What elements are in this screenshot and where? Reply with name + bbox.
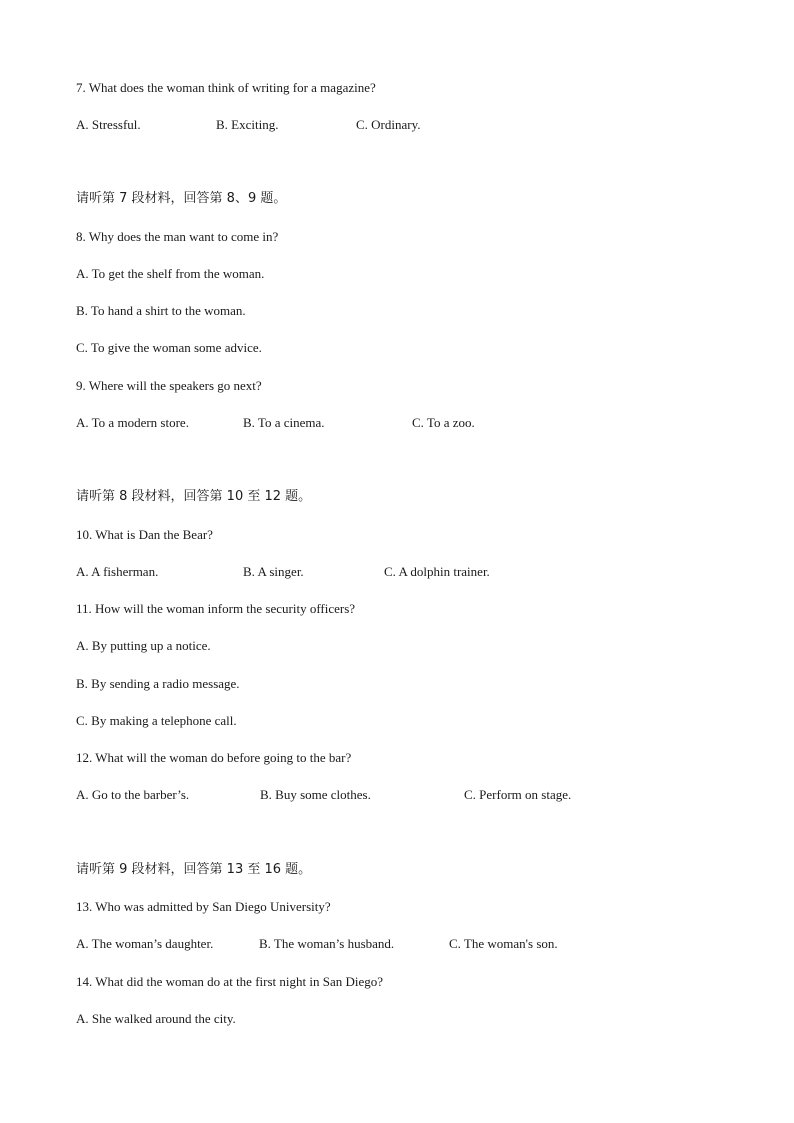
question-8-option-c: C. To give the woman some advice. [76,340,262,355]
question-13-option-b: B. The woman’s husband. [259,936,395,951]
section-8-instruction: 请听第 8 段材料，回答第 10 至 12 题。 [76,489,312,504]
question-14-stem: 14. What did the woman do at the first night in San Diego? [76,974,384,989]
question-11-option-c: C. By making a telephone call. [76,713,237,728]
question-9-stem: 9. Where will the speakers go next? [76,378,262,393]
question-12-option-b: B. Buy some clothes. [260,787,371,802]
question-10-option-c: C. A dolphin trainer. [384,564,490,579]
question-7-stem: 7. What does the woman think of writing for a magazine? [76,80,376,95]
question-8-option-b: B. To hand a shirt to the woman. [76,303,246,318]
question-11-stem: 11. How will the woman inform the security officers? [76,601,356,616]
question-14-option-a: A. She walked around the city. [76,1011,236,1026]
question-9-option-c: C. To a zoo. [412,415,475,430]
question-11-option-a: A. By putting up a notice. [76,638,211,653]
question-12-option-c: C. Perform on stage. [464,787,572,802]
question-9-option-b: B. To a cinema. [243,415,325,430]
section-7-instruction: 请听第 7 段材料，回答第 8、9 题。 [76,191,287,206]
question-7-option-a: A. Stressful. [76,117,141,132]
question-7-option-b: B. Exciting. [216,117,279,132]
question-7-option-c: C. Ordinary. [356,117,421,132]
question-11-option-b: B. By sending a radio message. [76,676,240,691]
question-13-option-c: C. The woman's son. [449,936,558,951]
question-8-stem: 8. Why does the man want to come in? [76,229,279,244]
question-10-stem: 10. What is Dan the Bear? [76,527,213,542]
section-9-instruction: 请听第 9 段材料，回答第 13 至 16 题。 [76,862,312,877]
question-13-option-a: A. The woman’s daughter. [76,936,214,951]
question-9-option-a: A. To a modern store. [76,415,189,430]
question-12-option-a: A. Go to the barber’s. [76,787,190,802]
question-12-stem: 12. What will the woman do before going to the bar? [76,750,352,765]
question-8-option-a: A. To get the shelf from the woman. [76,266,265,281]
question-13-stem: 13. Who was admitted by San Diego University? [76,899,331,914]
question-10-option-a: A. A fisherman. [76,564,159,579]
question-10-option-b: B. A singer. [243,564,304,579]
